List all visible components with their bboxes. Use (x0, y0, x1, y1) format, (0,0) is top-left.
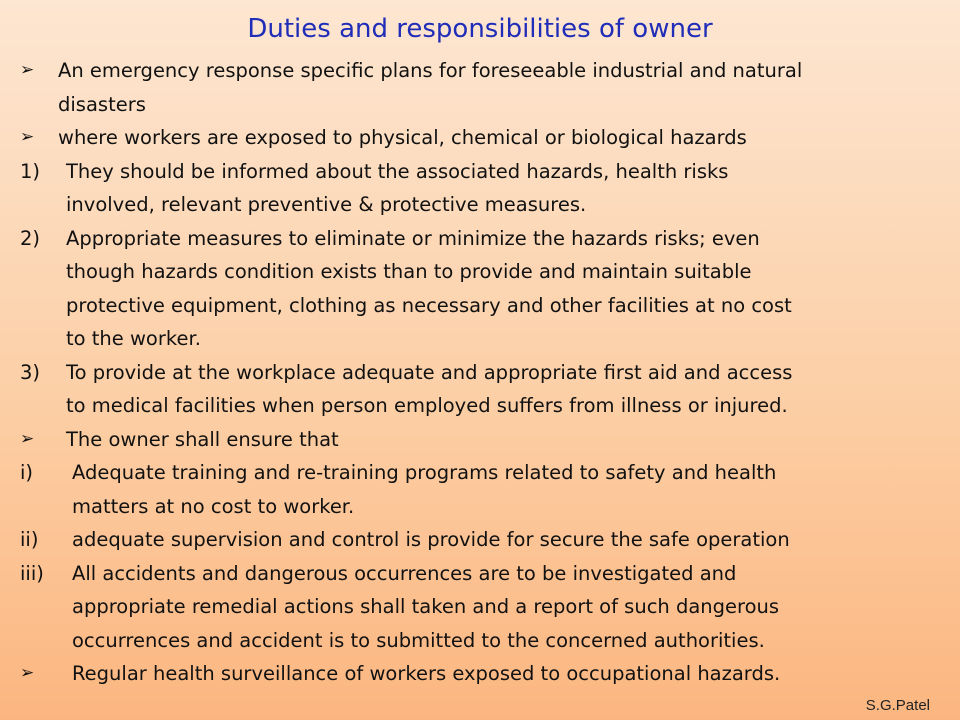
author-footer: S.G.Patel (865, 697, 930, 714)
list-item-line: Regular health surveillance of workers exposed to occupational hazards. (72, 662, 781, 685)
arrow-bullet-icon: ➢ (20, 127, 35, 147)
list-marker: iii) (20, 561, 44, 585)
arrow-bullet-icon: ➢ (20, 60, 35, 80)
list-item-line: matters at no cost to worker. (72, 494, 355, 518)
list-item-line: protective equipment, clothing as necessary and other facilities at no cost (66, 293, 792, 317)
list-item-line: The owner shall ensure that (66, 427, 339, 451)
list-item (0, 54, 960, 121)
list-item-line: to the worker. (66, 327, 201, 350)
list-item-line: involved, relevant preventive & protective measures. (66, 193, 587, 216)
list-item-line: To provide at the workplace adequate and appropriate first aid and access (66, 360, 793, 384)
list-marker: i) (20, 461, 34, 484)
list-item (0, 657, 960, 691)
list-item (0, 356, 960, 423)
list-item-line: where workers are exposed to physical, chemical or biological hazards (58, 126, 747, 149)
list-item-line: Adequate training and re-training programs related to safety and health (72, 461, 777, 484)
list-marker: 2) (20, 226, 41, 250)
list-item-line: adequate supervision and control is provide for secure the safe operation (72, 528, 790, 551)
list-item-line: to medical facilities when person employed suffers from illness or injured. (66, 394, 788, 417)
list-marker: ii) (20, 528, 39, 551)
list-item-line: An emergency response specific plans for foreseeable industrial and natural (58, 59, 803, 82)
list-item-line: They should be informed about the associated hazards, health risks (66, 159, 729, 183)
list-item-line: All accidents and dangerous occurrences are to be investigated and (72, 561, 737, 585)
list-item-line: though hazards condition exists than to provide and maintain suitable (66, 260, 752, 283)
list-item (0, 523, 960, 557)
list-item (0, 222, 960, 356)
list-marker: 1) (20, 159, 41, 183)
list-item (0, 557, 960, 658)
slide-title: Duties and responsibilities of owner (247, 14, 713, 44)
list-item (0, 456, 960, 523)
list-item-line: disasters (58, 92, 146, 116)
arrow-bullet-icon: ➢ (20, 663, 35, 683)
list-item-line: occurrences and accident is to submitted to the concerned authorities. (72, 628, 765, 652)
list-item-line: Appropriate measures to eliminate or minimize the hazards risks; even (66, 226, 760, 250)
list-item (0, 423, 960, 457)
list-marker: 3) (20, 360, 41, 384)
list-item (0, 155, 960, 222)
bullet-list (0, 54, 960, 691)
list-item-line: appropriate remedial actions shall taken and a report of such dangerous (72, 595, 780, 618)
arrow-bullet-icon: ➢ (20, 428, 35, 449)
list-item (0, 121, 960, 155)
